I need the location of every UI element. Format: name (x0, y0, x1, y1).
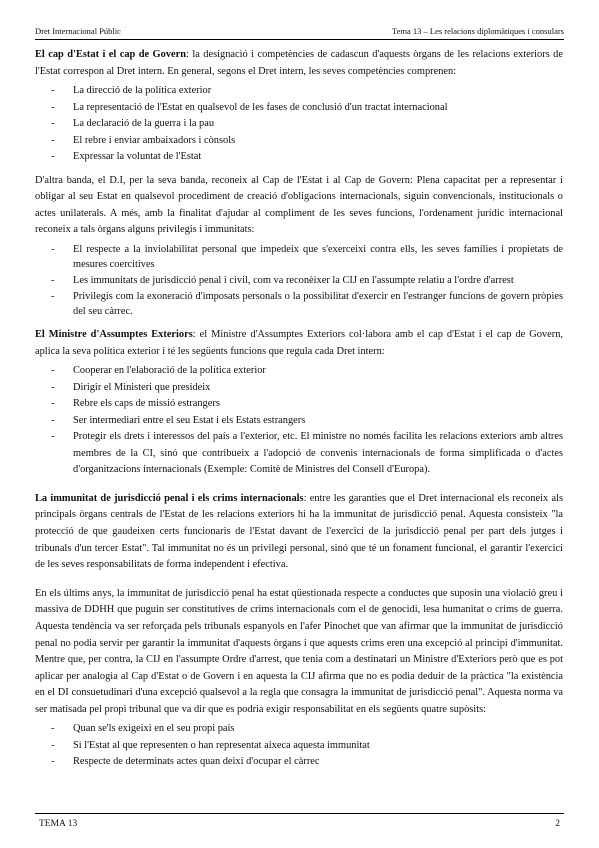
list-item: - Les immunitats de jurisdicció penal i civil, com va reconèixer la CIJ en l'assumpte relatiu a l'ordre d'arrest (35, 273, 563, 289)
list-item: - La direcció de la política exterior (35, 83, 563, 100)
section-text: : el Ministre d'Assumptes Exteriors col·labora amb el cap d'Estat i el cap de Govern, aplica la seva política exterior i té les següents funcions que regula cada Dret intern: (35, 329, 563, 357)
section-text: : la designació i competències de cadascun d'aquests òrgans de les relacions exteriors de l'Estat correspon al Dret intern. En general, segons el Dret intern, les seves competències comprenen: (35, 49, 563, 77)
list-item: - La declaració de la guerra i la pau (35, 116, 563, 133)
list-item: - El rebre i enviar ambaixadors i cònsols (35, 133, 563, 150)
head-of-state-competences-list (35, 83, 563, 166)
page-header (35, 21, 564, 40)
section-text: : entre les garanties que el Dret internacional els reconeix als principals òrgans centrals de l'Estat de les relacions exteriors hi ha la immunitat de jurisdicció penal. Aquesta consisteix "la protecció de que gaudeixen certs funcionaris de l'Estat davant de l'exercici de la jurisdicció penal per part dels jutges i tribunals d'un tercer Estat". Tal immunitat no és un privilegi personal, sinó que té un fonament funcional, el garantir l'exercici de les seves responsabilitats de forma independent i efectiva. (35, 492, 563, 571)
section-foreign-minister-intro (35, 327, 563, 360)
section-heading: El cap d'Estat i el cap de Govern (35, 49, 187, 60)
list-item: - Privilegis com la exoneració d'imposats personals o la possibilitat d'exercir en l'estranger funcions de govern pròpies del seu càrrec. (35, 289, 563, 320)
page-number: 2 (555, 819, 560, 829)
page-content (35, 47, 563, 771)
list-item: - El respecte a la inviolabilitat personal que impedeix que s'exerceixi contra ells, les seves famílies i propietats de mesures coercitives (35, 242, 563, 273)
section-heading: La immunitat de jurisdicció penal i els crims internacionals (35, 492, 304, 504)
header-topic-title: Tema 13 – Les relacions diplomàtiques i consulars (392, 26, 564, 36)
list-item: - Cooperar en l'elaboració de la política exterior (35, 363, 563, 380)
footer-topic-label: TEMA 13 (39, 819, 78, 829)
responsibility-cases-list (35, 721, 563, 771)
list-item: - Si l'Estat al que representen o han representat aixeca aquesta immunitat (35, 738, 563, 755)
section-criminal-immunity (35, 491, 563, 574)
header-course-title: Dret Internacional Públic (35, 26, 121, 36)
list-item: - Protegir els drets i interessos del país a l'exterior, etc. El ministre no només facilita les relacions exteriors amb altres membres de la CI, sinó que contribueix a l'adopció de convenis internacionals de forma simplificada o d'actes d'organitzacions internacionals (Exemple: Comitè de Ministres del Consell d'Europa). (35, 429, 563, 479)
section-heading: El Ministre d'Assumptes Exteriors (35, 329, 193, 341)
list-item: - La representació de l'Estat en qualsevol de les fases de conclusió d'un tractat internacional (35, 100, 563, 117)
list-item: - Respecte de determinats actes quan deixi d'ocupar el càrrec (35, 754, 563, 771)
list-item: - Expressar la voluntat de l'Estat (35, 149, 563, 166)
section-privileges-intro: D'altra banda, el D.I, per la seva banda, reconeix al Cap de l'Estat i al Cap de Govern: Plena capacitat per a representar i obligar al seu Estat en qualsevol procediment de creació d'obligacions internacionals, siguin convencionals, institucionals o actes unilaterals. A més, amb la finalitat d'ajudar al compliment de les seves funcions, l'ordenament jurídic internacional reconeix a tals òrgans alguns privilegis i immunitats: (35, 174, 563, 236)
section-head-of-state-intro (35, 47, 563, 80)
privileges-list (35, 242, 563, 320)
section-recent-years: En els últims anys, la immunitat de jurisdicció penal ha estat qüestionada respecte a conductes que suposin una violació greu i massiva de DDHH que puguin ser constitutives de crims internacionals com el de genocidi, lesa humanitat o crims de guerra. Aquesta tendència va ser reforçada pels tribunals espanyols en l'afer Pinochet que van afirmar que la immunitat de jurisdicció penal no podia servir per garantir la immunitat d'aquests òrgans i que aquests crims eren una excepció al principi d'immunitat. Mentre que, per contra, la CIJ en l'assumpte Ordre d'arrest, que tenia com a destinatari un Ministre d'Exteriors però que es pot aplicar per analogia al Cap d'Estat o de Govern i en aquesta la CIJ afirma que no es podia deduir de la pràctica "la existència en el DI consuetudinari d'una excepció qualsevol a la regla que consagra la immunitat de jurisdicció penal". Aquesta norma va ser matisada pel propi tribunal que va dir que es podria exigir responsabilitat en els següents quatre supòsits: (35, 587, 563, 715)
list-item: - Ser intermediari entre el seu Estat i els Estats estrangers (35, 413, 563, 430)
list-item: - Rebre els caps de missió estrangers (35, 396, 563, 413)
foreign-minister-functions-list (35, 363, 563, 479)
list-item: - Quan se'ls exigeixi en el seu propi país (35, 721, 563, 738)
list-item: - Dirigir el Ministeri que presideix (35, 380, 563, 397)
page-footer (35, 813, 564, 829)
